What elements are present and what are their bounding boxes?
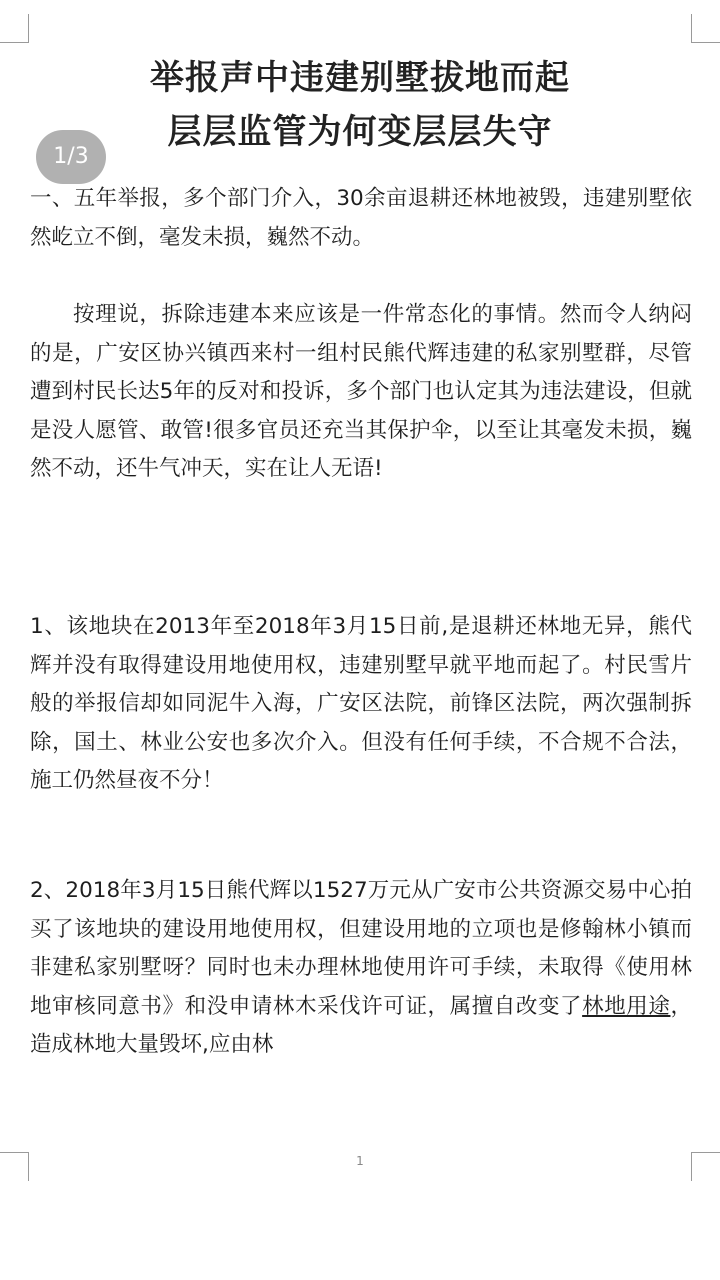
page-number: 1 (356, 1154, 364, 1168)
paragraph-point-2 (30, 872, 692, 1065)
underlined-phrase: 林地用途 (582, 993, 671, 1019)
paragraph-section-one: 一、五年举报，多个部门介入，30余亩退耕还林地被毁，违建别墅依然屹立不倒，毫发未损，巍然不动。 (30, 186, 692, 250)
document-title-line-2: 层层监管为何变层层失守 (167, 112, 553, 152)
paragraph-intro: 按理说，拆除违建本来应该是一件常态化的事情。然而令人纳闷的是，广安区协兴镇西来村一组村民熊代辉违建的私家别墅群，尽管遭到村民长达5年的反对和投诉，多个部门也认定其为违法建设，但就是没人愿管、敢管!很多官员还充当其保护伞，以至让其毫发未损，巍然不动，还牛气冲天，实在让人无语! (30, 302, 692, 481)
paragraph-point-1: 1、该地块在2013年至2018年3月15日前,是退耕还林地无异，熊代辉并没有取得建设用地使用权，违建别墅早就平地而起了。村民雪片般的举报信却如同泥牛入海，广安区法院，前锋区法院，两次强制拆除，国土、林业公安也多次介入。但没有任何手续，不合规不合法，施工仍然昼夜不分！ (30, 614, 692, 793)
document-title-line-1: 举报声中违建别墅拔地而起 (150, 58, 570, 98)
paragraph-point-2-continued: ，造成林地大量毁坏,应由林 (30, 993, 692, 1057)
page-indicator-badge[interactable]: 1/3 (36, 130, 106, 184)
paragraph-point-2-text: 2、2018年3月15日熊代辉以1527万元从广安市公共资源交易中心拍买了该地块的建设用地使用权，但建设用地的立项也是修翰林小镇而非建私家别墅呀？同时也未办理林地使用许可手续，未取得《使用林地审核同意书》和没申请林木采伐许可证，属擅自改变了 (30, 878, 692, 1019)
crop-mark-top-right (691, 14, 720, 43)
crop-mark-top-left (0, 14, 29, 43)
